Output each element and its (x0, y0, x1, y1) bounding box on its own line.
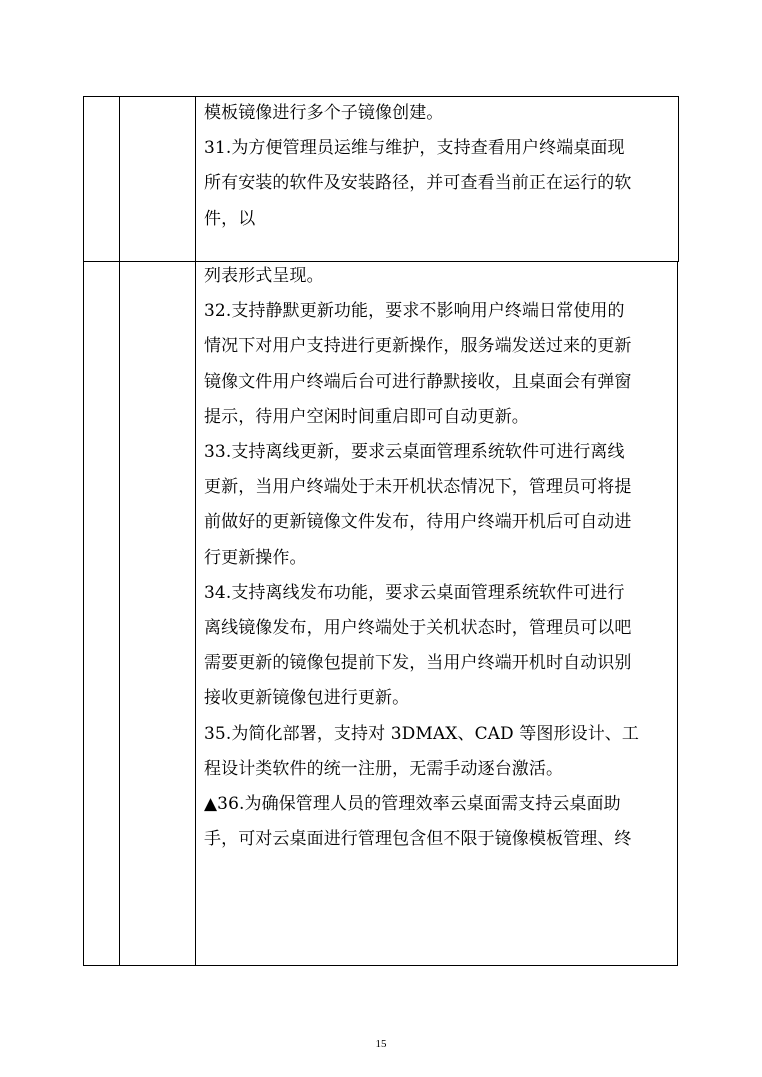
requirement-cell (204, 259, 673, 857)
text-line: 35.为简化部署，支持对 3DMAX、CAD 等图形设计、工 (204, 723, 639, 744)
text-line: 所有安装的软件及安装路径，并可查看当前正在运行的软 (204, 173, 632, 194)
text-line: 接收更新镜像包进行更新。 (204, 688, 410, 709)
text-line: 程设计类软件的统一注册，无需手动逐台激活。 (204, 758, 564, 779)
text-line: 行更新操作。 (204, 547, 307, 568)
text-line: 34.支持离线发布功能，要求云桌面管理系统软件可进行 (204, 582, 625, 603)
text-line: ▲36.为确保管理人员的管理效率云桌面需支持云桌面助 (204, 794, 621, 815)
text-line: 提示，待用户空闲时间重启即可自动更新。 (204, 406, 529, 427)
column-divider (195, 262, 196, 965)
text-line: 模板镜像进行多个子镜像创建。 (204, 103, 444, 123)
column-divider (195, 97, 196, 261)
column-divider (119, 262, 120, 965)
requirements-table-top (83, 96, 679, 262)
requirement-cell (204, 96, 674, 237)
text-line: 件，以 (204, 208, 256, 229)
text-line: 需要更新的镜像包提前下发，当用户终端开机时自动识别 (204, 653, 632, 674)
text-line: 更新，当用户终端处于未开机状态情况下，管理员可将提 (204, 477, 632, 498)
text-line: 镜像文件用户终端后台可进行静默接收，且桌面会有弹窗 (204, 371, 632, 392)
requirements-table-bottom (83, 261, 678, 966)
text-line: 32.支持静默更新功能，要求不影响用户终端日常使用的 (204, 301, 625, 322)
page-number: 15 (375, 1038, 387, 1050)
text-line: 手，可对云桌面进行管理包含但不限于镜像模板管理、终 (204, 829, 632, 850)
text-line: 31.为方便管理员运维与维护，支持查看用户终端桌面现 (204, 138, 625, 159)
text-line: 33.支持离线更新，要求云桌面管理系统软件可进行离线 (204, 442, 625, 463)
text-line: 前做好的更新镜像文件发布，待用户终端开机后可自动进 (204, 512, 632, 533)
text-line: 离线镜像发布，用户终端处于关机状态时，管理员可以吧 (204, 618, 632, 639)
text-line: 情况下对用户支持进行更新操作，服务端发送过来的更新 (204, 336, 632, 357)
column-divider (119, 97, 120, 261)
text-line: 列表形式呈现。 (204, 266, 324, 286)
